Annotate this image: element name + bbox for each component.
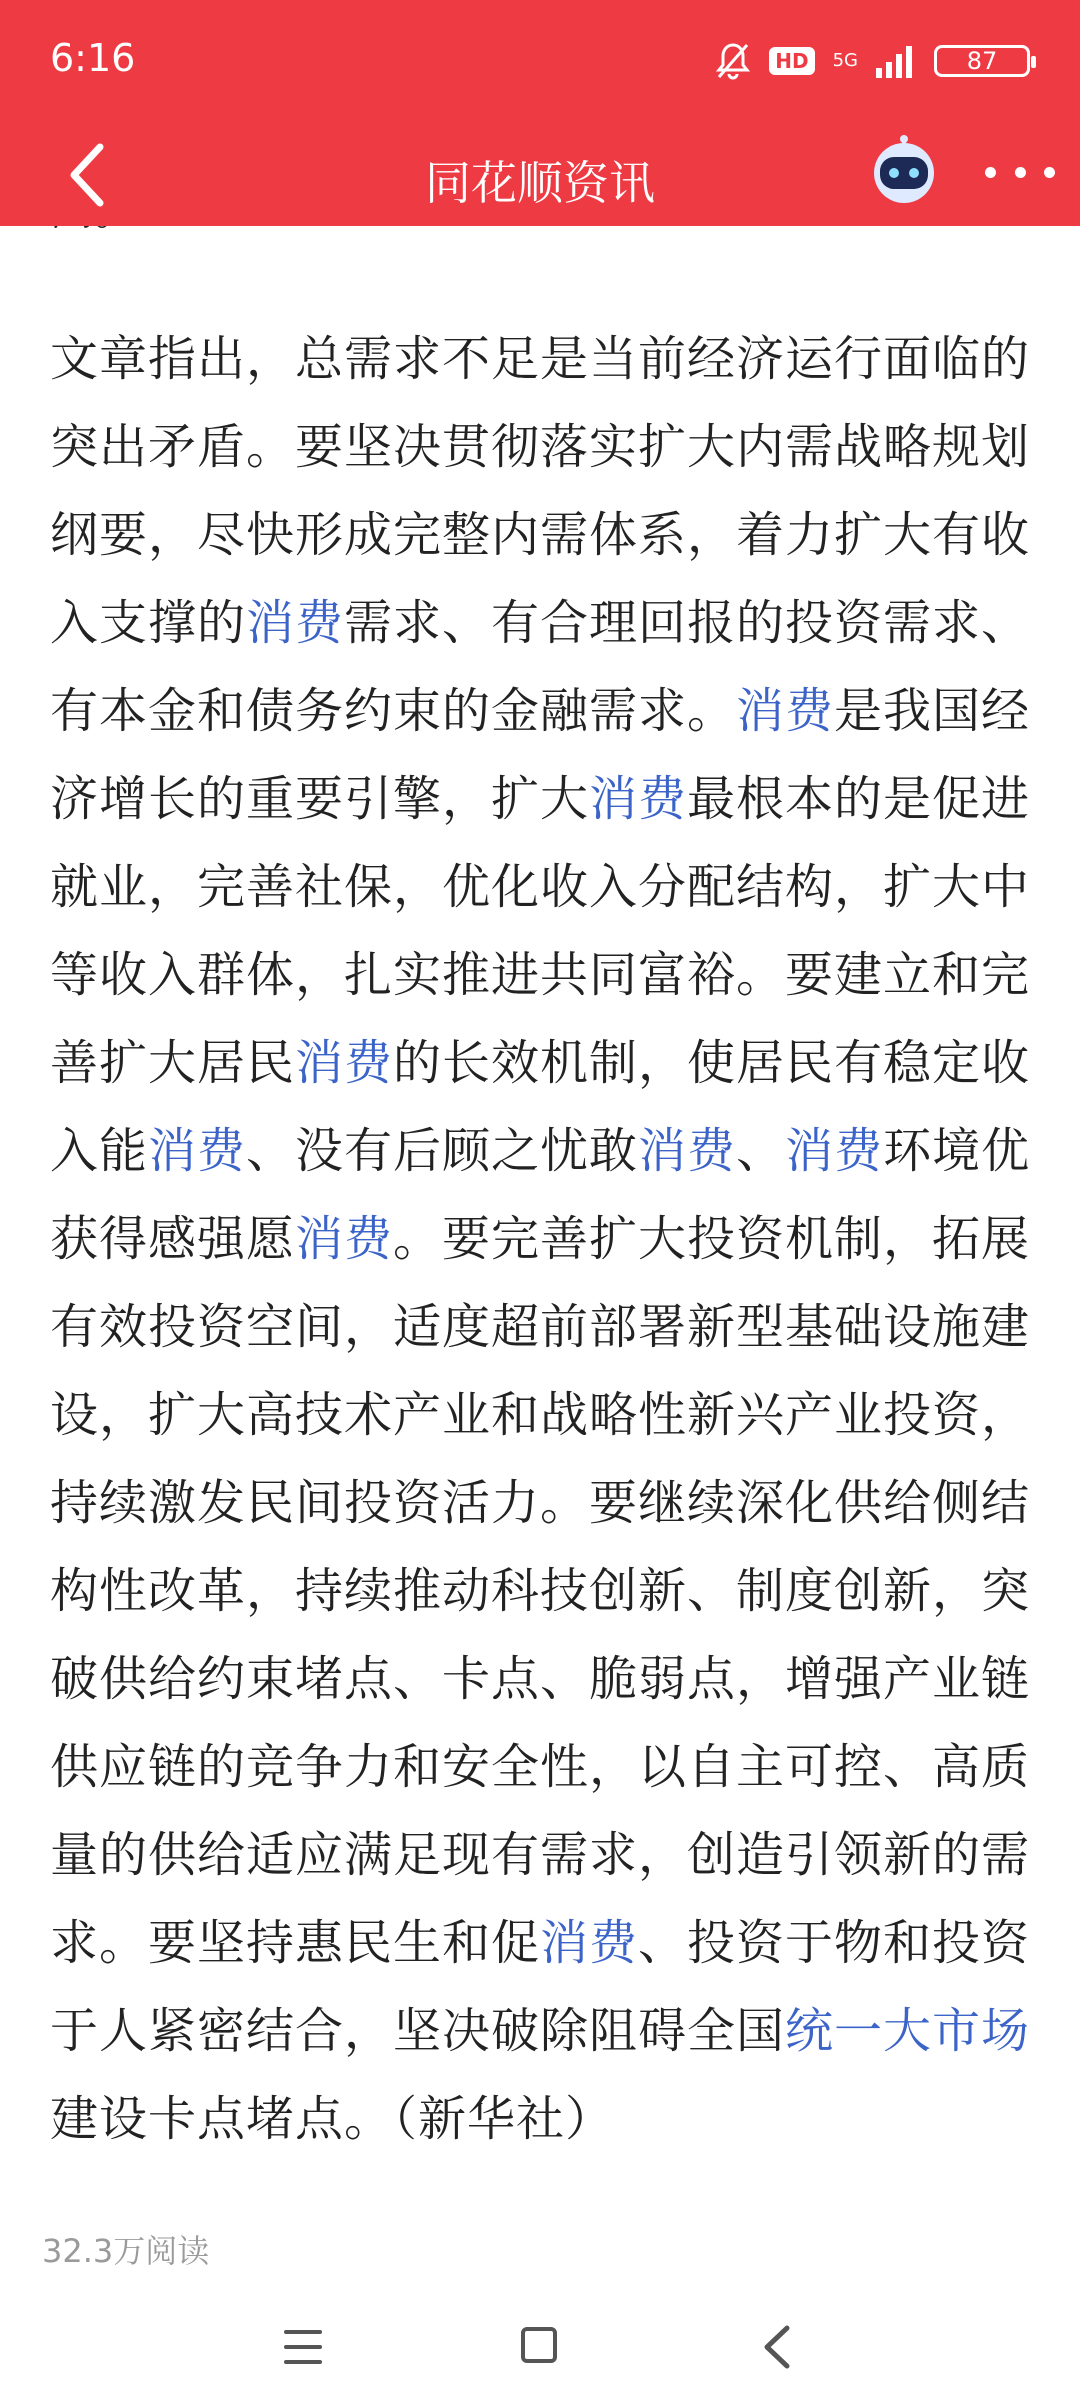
battery-icon [934, 45, 1030, 77]
status-icons [715, 36, 1030, 86]
keyword-link[interactable]: 消费 [295, 1211, 394, 1267]
paragraph-text: 、 [736, 1123, 786, 1179]
top-bar [0, 0, 1080, 226]
paragraph-text: 环境优获得感强愿 [50, 1123, 1031, 1267]
paragraph-text: 的长效机制，使居民有稳定收入能 [50, 1035, 1031, 1179]
battery-level: 87 [966, 47, 998, 75]
paragraph-text: 、没有后顾之忧敢 [246, 1123, 639, 1179]
home-icon[interactable] [521, 2327, 557, 2363]
keyword-link[interactable]: 消费 [148, 1123, 247, 1179]
keyword-link[interactable]: 消费 [785, 1123, 884, 1179]
mute-bell-icon [715, 41, 751, 81]
keyword-link[interactable]: 统一大市场 [785, 2003, 1031, 2059]
recent-apps-icon[interactable] [284, 2330, 322, 2364]
more-options-icon[interactable] [985, 147, 1055, 197]
paragraph-text: 文章指出，总需求不足是当前经济运行面临的突出矛盾。要坚决贯彻落实扩大内需战略规划纲要，尽快形成完整内需体系，着力扩大有收入支撑的 [50, 331, 1031, 651]
article-body [50, 180, 1040, 2163]
article-paragraph [50, 315, 1040, 2163]
paragraph-text: 、投资于物和投资于人紧密结合，坚决破除阻碍全国 [50, 1915, 1031, 2059]
keyword-link[interactable]: 消费 [295, 1035, 394, 1091]
signal-icon [876, 44, 916, 78]
keyword-link[interactable]: 消费 [540, 1915, 639, 1971]
keyword-link[interactable]: 消费 [589, 771, 688, 827]
nav-bar [0, 125, 1080, 226]
keyword-link[interactable]: 消费 [638, 1123, 737, 1179]
paragraph-text: 建设卡点堵点。（新华社） [50, 2091, 615, 2147]
keyword-link[interactable]: 消费 [736, 683, 835, 739]
keyword-link[interactable]: 消费 [246, 595, 345, 651]
network-type: 5G [832, 50, 858, 71]
paragraph-text: 最根本的是促进就业，完善社保，优化收入分配结构，扩大中等收入群体，扎实推进共同富裕。要建立和完善扩大居民 [50, 771, 1031, 1091]
assistant-robot-icon[interactable] [868, 135, 940, 207]
status-time: 6:16 [50, 36, 136, 80]
page-title: 同花顺资讯 [425, 156, 655, 210]
paragraph-text: 是我国经济增长的重要引擎，扩大 [50, 683, 1031, 827]
system-nav-bar [0, 2290, 1080, 2400]
paragraph-text: 需求、有合理回报的投资需求、有本金和债务约束的金融需求。 [50, 595, 1031, 739]
read-count: 32.3万阅读 [42, 2232, 210, 2270]
hd-voice-icon: HD [769, 47, 814, 75]
paragraph-text: 。要完善扩大投资机制，拓展有效投资空间，适度超前部署新型基础设施建设，扩大高技术产业和战略性新兴产业投资，持续激发民间投资活力。要继续深化供给侧结构性改革，持续推动科技创新、制度创新，突破供给约束堵点、卡点、脆弱点，增强产业链供应链的竞争力和安全性，以自主可控、高质量的供给适应满足现有需求，创造引领新的需求。要坚持惠民生和促 [50, 1211, 1031, 1971]
system-back-icon[interactable] [757, 2324, 797, 2370]
status-bar [0, 0, 1080, 125]
